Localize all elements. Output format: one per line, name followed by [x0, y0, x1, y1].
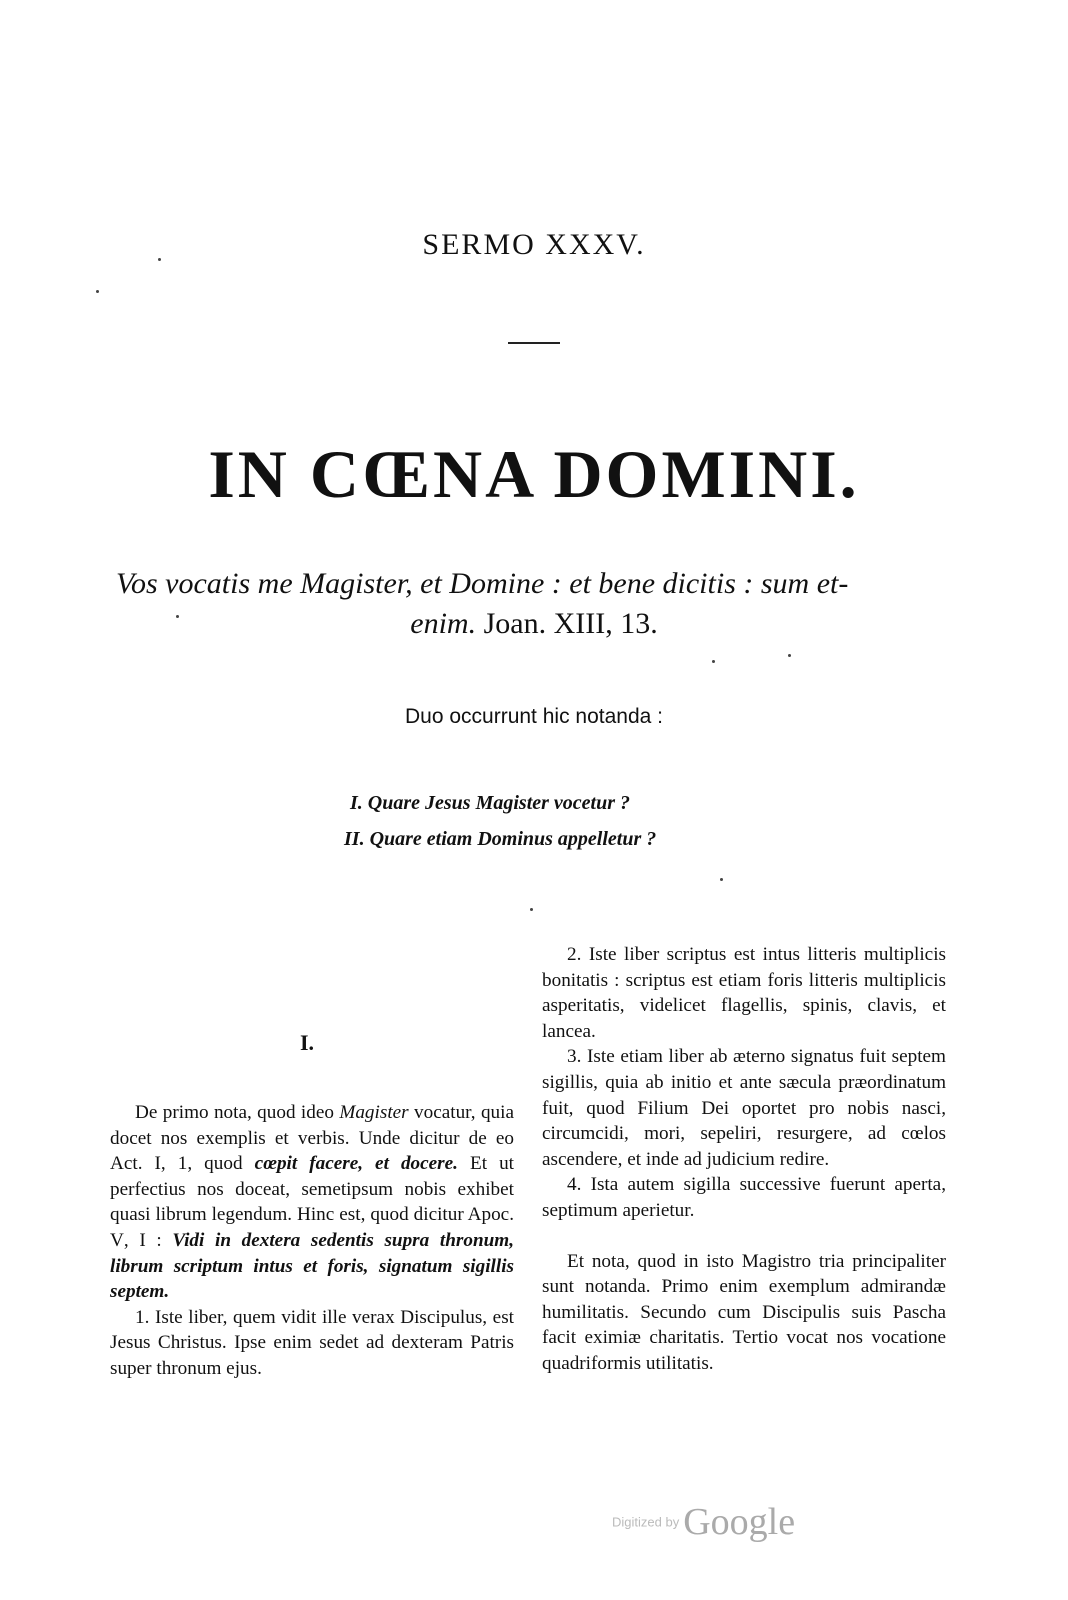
sermon-number: SERMO XXXV. [422, 228, 646, 261]
numeral-run: I [154, 1153, 161, 1175]
left-column [110, 1100, 514, 1382]
scan-speck [158, 258, 161, 261]
title-divider [508, 342, 560, 344]
scan-speck [530, 908, 533, 911]
italic-run: Vidi in dextera sedentis supra thronum, librum scriptum intus et foris, signatum sigillis septem. [110, 1229, 515, 1303]
paragraph: 1. Iste liber, quem vidit ille verax Discipulus, est Jesus Christus. Ipse enim sedet ad dexteram Patris super thronum ejus. [110, 1306, 514, 1379]
intro-line: Duo occurrunt hic notanda : [405, 705, 663, 728]
text-run: , [123, 1229, 140, 1251]
paragraph: 2. Iste liber scriptus est intus litteris multiplicis bonitatis : scriptus est etiam foris litteris multiplicis asperitatis, videlicet flagellis, spinis, clavis, et lancea. [542, 944, 946, 1042]
section-heading: I. [300, 1030, 315, 1055]
scan-speck [720, 878, 723, 881]
numeral-run: V [110, 1229, 124, 1251]
digitized-watermark [612, 1500, 832, 1546]
scan-speck [788, 654, 791, 657]
paragraph [110, 1100, 514, 1305]
page-title: IN CŒNA DOMINI. [208, 436, 860, 512]
scan-speck [96, 290, 99, 293]
epigraph-chapter: XIII, [553, 607, 613, 640]
text-run: De primo nota, quod ideo [135, 1102, 340, 1123]
numeral-run: I [139, 1229, 146, 1251]
epigraph-verse: 13. [620, 607, 658, 640]
scan-speck [712, 660, 715, 663]
epigraph-line-1: Vos vocatis me Magister, et Domine : et bene dicitis : sum et- [116, 567, 849, 600]
paragraph: 4. Ista autem sigilla successive fuerunt aperta, septimum aperietur. [542, 1174, 946, 1221]
epigraph-reference: Joan. [483, 607, 547, 640]
paragraph: 3. Iste etiam liber ab æterno signatus fuit septem sigillis, quia ab initio et ante sæcula præordinatum fuit, quod Filium Dei oportet pro nobis nasci, circumcidi, mori, sepeliri, resurgere, ad cœlos ascendere, et inde ad judicium redire. [542, 1046, 946, 1170]
right-column [542, 942, 946, 1377]
scan-speck [176, 615, 179, 618]
italic-run: Magister [339, 1102, 409, 1123]
epigraph-word: enim. [410, 607, 477, 640]
epigraph-line-2 [0, 607, 1068, 641]
text-run: vocatur, quia docet nos exemplis et verbis. Unde dicitur de eo Act. [110, 1102, 514, 1175]
text-run: Et ut perfectius nos doceat, semetipsum nobis exhibet quasi librum legendum. Hinc est, quod dicitur Apoc. [110, 1153, 514, 1226]
question-1: I. Quare Jesus Magister vocetur ? [350, 792, 631, 814]
google-logo: Google [683, 1501, 796, 1543]
digitized-label: Digitized by [612, 1514, 680, 1530]
paragraph: Et nota, quod in isto Magistro tria principaliter sunt notanda. Primo enim exemplum admirandæ humilitatis. Secundo cum Discipulis suis Pascha facit eximiæ charitatis. Tertio vocat nos vocatione quadriformis utilitatis. [542, 1250, 946, 1374]
italic-run: cœpit facere, et docere. [254, 1153, 458, 1175]
text-run: , 1, quod [160, 1153, 255, 1175]
question-2: II. Quare etiam Dominus appelletur ? [344, 828, 657, 850]
text-run: : [145, 1229, 173, 1251]
